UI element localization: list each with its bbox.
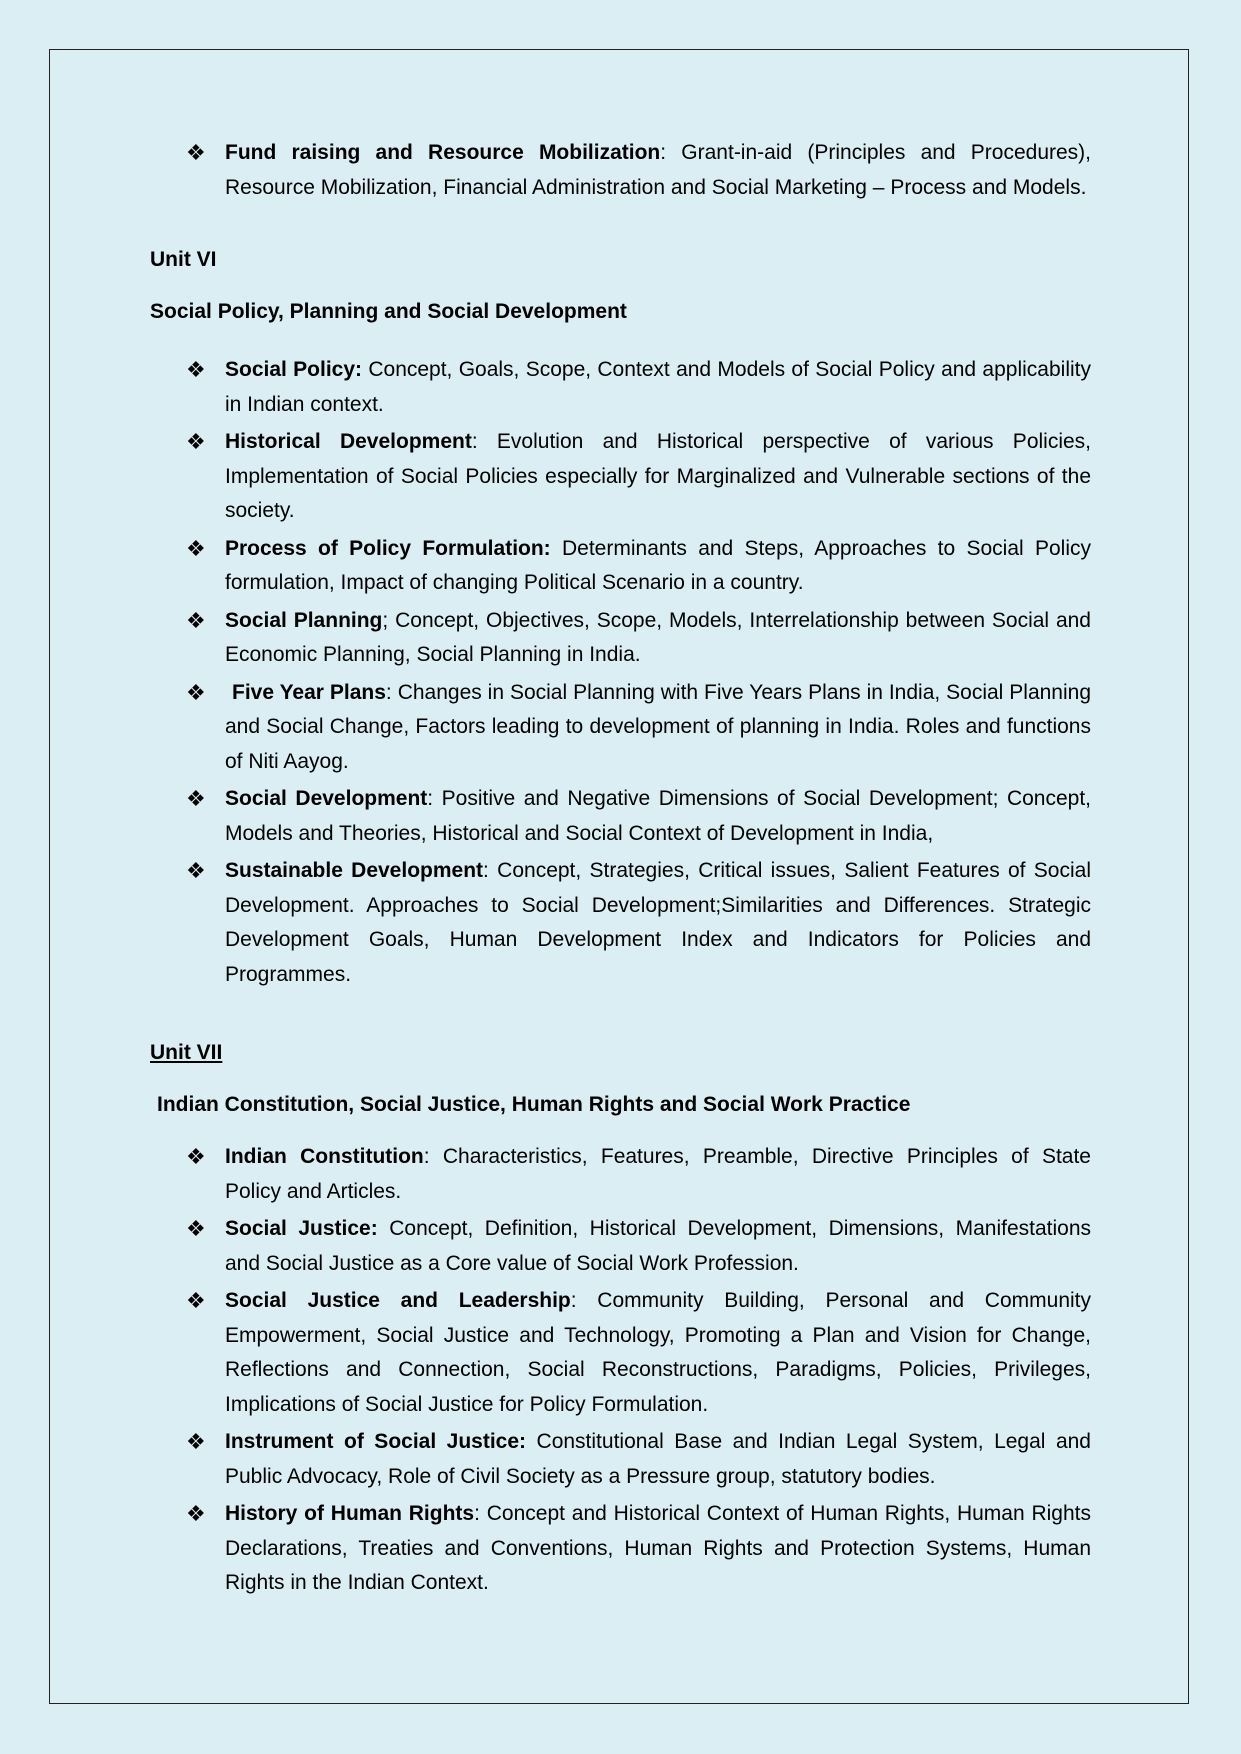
- diamond-bullet-icon: ❖: [186, 858, 206, 883]
- diamond-bullet-icon: ❖: [186, 357, 206, 382]
- diamond-bullet-icon: ❖: [186, 786, 206, 811]
- unit6-list: [150, 353, 1091, 992]
- list-item: ❖ Fund raising and Resource Mobilization: Grant-in-aid (Principles and Procedures), Resource Mobilization, Financial Administration and Social Marketing – Process and Models.: [150, 136, 1091, 205]
- diamond-bullet-icon: ❖: [186, 1501, 206, 1526]
- item-term: Instrument of Social Justice:: [225, 1430, 527, 1453]
- item-term: Process of Policy Formulation:: [225, 536, 551, 560]
- list-item: ❖ Indian Constitution: Characteristics, Features, Preamble, Directive Principles of State Policy and Articles.: [150, 1140, 1091, 1209]
- list-item: [150, 1212, 1091, 1281]
- item-term: Social Planning: [225, 608, 383, 632]
- item-text: Community Building, Personal and Community Empowerment, Social Justice and Technology, Promoting a Plan and Vision for Change, Reflections and Connection, Social Reconstructions, Paradigms, Policies, Privileges, Implications of Social Justice for Policy Formulation.: [225, 1289, 1091, 1416]
- list-item: ❖ History of Human Rights: Concept and Historical Context of Human Rights, Human Rights Declarations, Treaties and Conventions, Human Rights and Protection Systems, Human Rights in the Indian Context.: [150, 1497, 1091, 1601]
- list-item: [150, 532, 1091, 601]
- item-term: Social Policy:: [225, 358, 363, 381]
- item-term: Social Justice:: [225, 1217, 378, 1240]
- list-item: ❖ Historical Development: Evolution and Historical perspective of various Policies, Implementation of Social Policies especially for Marginalized and Vulnerable sections of the society.: [150, 425, 1091, 529]
- diamond-bullet-icon: ❖: [186, 429, 206, 454]
- item-text: Positive and Negative Dimensions of Social Development; Concept, Models and Theories, Historical and Social Context of Development in India,: [225, 787, 1092, 845]
- list-item: ❖ Social Development: Positive and Negative Dimensions of Social Development; Concept, Models and Theories, Historical and Social Context of Development in India,: [150, 782, 1091, 851]
- list-item: [150, 353, 1091, 422]
- item-term: Five Year Plans: [232, 680, 386, 704]
- item-text: Concept and Historical Context of Human Rights, Human Rights Declarations, Treaties and Conventions, Human Rights and Protection Systems, Human Rights in the Indian Context.: [225, 1502, 1091, 1594]
- diamond-bullet-icon: ❖: [186, 679, 206, 705]
- item-text: Evolution and Historical perspective of various Policies, Implementation of Social Policies especially for Marginalized and Vulnerable sections of the society.: [225, 430, 1092, 522]
- item-text: Concept, Objectives, Scope, Models, Interrelationship between Social and Economic Planning, Social Planning in India.: [225, 608, 1091, 666]
- diamond-bullet-icon: ❖: [186, 1144, 206, 1169]
- list-item: ❖ Five Year Plans: Changes in Social Planning with Five Years Plans in India, Social Planning and Social Change, Factors leading to development of planning in India. Roles and functions of Niti Aayog.: [150, 676, 1091, 780]
- item-text: Constitutional Base and Indian Legal System, Legal and Public Advocacy, Role of Civil Society as a Pressure group, statutory bodies.: [225, 1430, 1091, 1488]
- item-term: Fund raising and Resource Mobilization: [225, 141, 661, 164]
- item-text: Concept, Definition, Historical Development, Dimensions, Manifestations and Social Justice as a Core value of Social Work Profession.: [225, 1217, 1092, 1275]
- item-term: Sustainable Development: [225, 859, 484, 882]
- list-item: ❖ Sustainable Development: Concept, Strategies, Critical issues, Salient Features of Social Development. Approaches to Social Development;Similarities and Differences. Strategic Development Goals, Human Development Index and Indicators for Policies and Programmes.: [150, 854, 1091, 992]
- item-text: Grant-in-aid (Principles and Procedures), Resource Mobilization, Financial Administration and Social Marketing – Process and Models.: [225, 141, 1092, 199]
- diamond-bullet-icon: ❖: [186, 1429, 206, 1454]
- item-text: Changes in Social Planning with Five Years Plans in India, Social Planning and Social Change, Factors leading to development of planning in India. Roles and functions of Niti Aayog.: [225, 680, 1092, 773]
- item-term: Social Justice and Leadership: [225, 1289, 571, 1312]
- item-term: History of Human Rights: [225, 1502, 475, 1525]
- item-text: Determinants and Steps, Approaches to Social Policy formulation, Impact of changing Political Scenario in a country.: [225, 536, 1091, 594]
- item-term: Indian Constitution: [225, 1145, 424, 1168]
- syllabus-content: [150, 136, 1091, 1604]
- item-text: Concept, Goals, Scope, Context and Models of Social Policy and applicability in Indian context.: [225, 358, 1091, 416]
- item-text: Characteristics, Features, Preamble, Directive Principles of State Policy and Articles.: [225, 1145, 1091, 1203]
- unit7-list: [150, 1140, 1091, 1601]
- list-item: ❖ Social Justice and Leadership: Community Building, Personal and Community Empowerment, Social Justice and Technology, Promoting a Plan and Vision for Change, Reflections and Connection, Social Reconstructions, Paradigms, Policies, Privileges, Implications of Social Justice for Policy Formulation.: [150, 1284, 1091, 1422]
- diamond-bullet-icon: ❖: [186, 140, 206, 165]
- list-item: ❖ Social Planning; Concept, Objectives, Scope, Models, Interrelationship between Social and Economic Planning, Social Planning in India.: [150, 604, 1091, 673]
- diamond-bullet-icon: ❖: [186, 1216, 206, 1241]
- diamond-bullet-icon: ❖: [186, 535, 206, 561]
- unit5-tail-list: [150, 136, 1091, 205]
- item-text: Concept, Strategies, Critical issues, Salient Features of Social Development. Approaches to Social Development;Similarities and Differences. Strategic Development Goals, Human Development Index and Indicators for Policies and Programmes.: [225, 859, 1091, 986]
- diamond-bullet-icon: ❖: [186, 607, 206, 633]
- item-term: Social Development: [225, 787, 428, 810]
- unit6-title: Social Policy, Planning and Social Development: [150, 300, 627, 323]
- unit7-label: Unit VII: [150, 1041, 223, 1064]
- unit6-label: Unit VI: [150, 248, 217, 271]
- list-item: [150, 1425, 1091, 1494]
- diamond-bullet-icon: ❖: [186, 1288, 206, 1313]
- item-term: Historical Development: [225, 430, 472, 453]
- unit7-title: Indian Constitution, Social Justice, Human Rights and Social Work Practice: [157, 1093, 911, 1116]
